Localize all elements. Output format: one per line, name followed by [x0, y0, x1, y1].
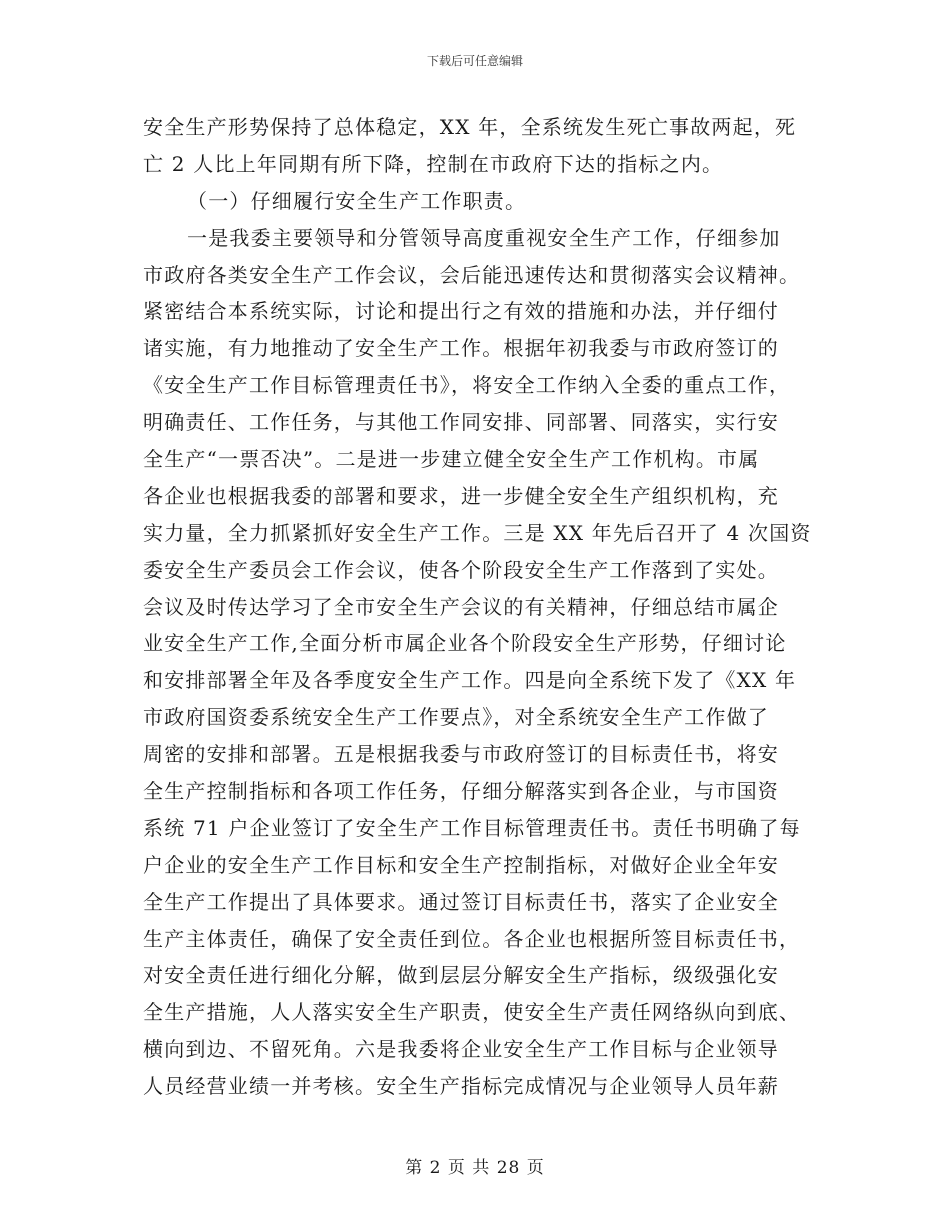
text-line: 横向到边、不留死角。六是我委将企业安全生产工作目标与企业领导	[143, 1037, 779, 1062]
paragraph-start-line: 一是我委主要领导和分管领导高度重视安全生产工作，仔细参加	[187, 225, 781, 250]
page-number-footer	[0, 1157, 950, 1179]
text-line: 亡 2 人比上年同期有所下降，控制在市政府下达的指标之内。	[143, 151, 724, 176]
text-line: 和安排部署全年及各季度安全生产工作。四是向全系统下发了《XX 年	[143, 668, 797, 693]
page-number-label: 第 2 页 共 28 页	[405, 1158, 545, 1178]
text-line: 市政府各类安全生产工作会议，会后能迅速传达和贯彻落实会议精神。	[143, 262, 801, 287]
text-line: 各企业也根据我委的部署和要求，进一步健全安全生产组织机构，充	[143, 483, 779, 508]
body-text	[143, 109, 811, 1105]
text-line: 业安全生产工作,全面分析市属企业各个阶段安全生产形势，仔细讨论	[143, 631, 787, 656]
text-line: 实力量，全力抓紧抓好安全生产工作。三是 XX 年先后召开了 4 次国资	[143, 520, 812, 545]
text-line: 人员经营业绩一并考核。安全生产指标完成情况与企业领导人员年薪	[143, 1074, 779, 1099]
text-line: 全生产“一票否决”。二是进一步建立健全安全生产工作机构。市属	[143, 447, 760, 472]
header-note: 下载后可任意编辑	[426, 54, 523, 68]
text-line: 对安全责任进行细化分解，做到层层分解安全生产指标，级级强化安	[143, 963, 779, 988]
text-line: 紧密结合本系统实际，讨论和提出行之有效的措施和办法，并仔细付	[143, 299, 779, 324]
text-line: 《安全生产工作目标管理责任书》，将安全工作纳入全委的重点工作，	[143, 373, 791, 398]
text-line: 全生产措施，人人落实安全生产职责，使安全生产责任网络纵向到底、	[143, 1000, 801, 1025]
text-line: 诸实施，有力地推动了安全生产工作。根据年初我委与市政府签订的	[143, 336, 779, 361]
text-line: 周密的安排和部署。五是根据我委与市政府签订的目标责任书，将安	[143, 742, 779, 767]
text-line: 市政府国资委系统安全生产工作要点》，对全系统安全生产工作做了	[143, 705, 769, 730]
text-line: 明确责任、工作任务，与其他工作同安排、同部署、同落实，实行安	[143, 410, 779, 435]
text-line: 系统 71 户企业签订了安全生产工作目标管理责任书。责任书明确了每	[143, 815, 801, 840]
text-line: 委安全生产委员会工作会议，使各个阶段安全生产工作落到了实处。	[143, 557, 779, 582]
section-heading: （一）仔细履行安全生产工作职责。	[187, 188, 527, 213]
text-line: 安全生产形势保持了总体稳定，XX 年，全系统发生死亡事故两起，死	[143, 115, 797, 139]
text-line: 户企业的安全生产工作目标和安全生产控制指标，对做好企业全年安	[143, 852, 779, 877]
text-line: 全生产控制指标和各项工作任务，仔细分解落实到各企业，与市国资	[143, 779, 779, 804]
text-line: 会议及时传达学习了全市安全生产会议的有关精神，仔细总结市属企	[143, 594, 779, 619]
text-line: 全生产工作提出了具体要求。通过签订目标责任书，落实了企业安全	[143, 889, 779, 914]
text-line: 生产主体责任，确保了安全责任到位。各企业也根据所签目标责任书，	[143, 926, 801, 951]
